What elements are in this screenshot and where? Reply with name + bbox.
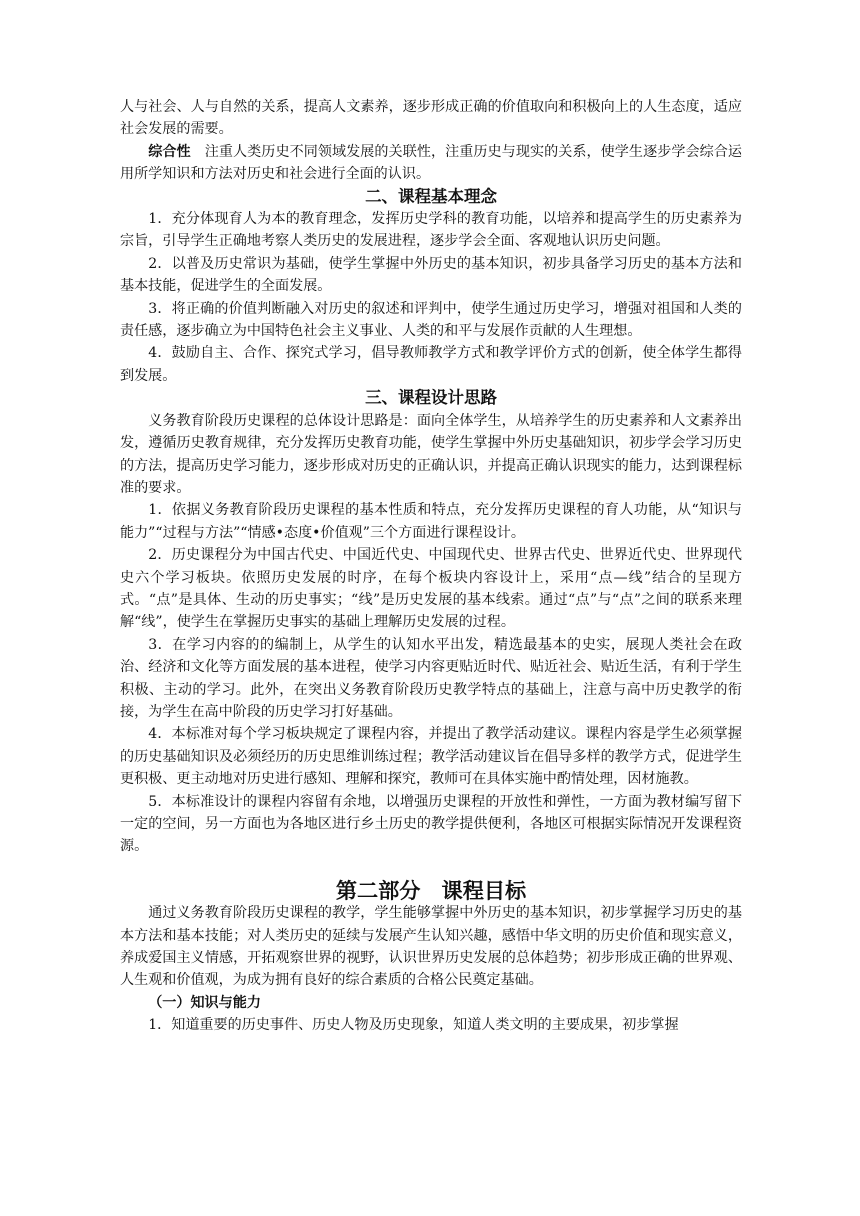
text-comprehensiveness: 注重人类历史不同领域发展的关联性，注重历史与现实的关系，使学生逐步学会综合运用所学知识和方法对历史和社会进行全面的认识。: [120, 143, 742, 183]
heading-basic-concepts: 二、课程基本理念: [365, 186, 497, 206]
design-item-1: 1．依据义务教育阶段历史课程的基本性质和特点，充分发挥历史课程的育人功能，从“知识与能力”“过程与方法”“情感•态度•价值观”三个方面进行课程设计。: [120, 502, 742, 541]
goals-intro: 通过义务教育阶段历史课程的教学，学生能够掌握中外历史的基本知识，初步掌握学习历史的基本方法和基本技能；对人类历史的延续与发展产生认知兴趣，感悟中华文明的历史价值和现实意义，养成爱国主义情感，开拓观察世界的视野，认识世界历史发展的总体趋势；初步形成正确的世界观、人生观和价值观，为成为拥有良好的综合素质的合格公民奠定基础。: [120, 905, 742, 989]
concept-item-4: 4．鼓励自主、合作、探究式学习，倡导教师教学方式和教学评价方式的创新，使全体学生都得到发展。: [120, 345, 742, 384]
design-item-4: 4．本标准对每个学习板块规定了课程内容，并提出了教学活动建议。课程内容是学生必须掌握的历史基础知识及必须经历的历史思维训练过程；教学活动建议旨在倡导多样的教学方式，促进学生更积极、更主动地对历史进行感知、理解和探究，教师可在具体实施中酌情处理，因材施教。: [120, 726, 742, 788]
design-intro: 义务教育阶段历史课程的总体设计思路是：面向全体学生，从培养学生的历史素养和人文素养出发，遵循历史教育规律，充分发挥历史教育功能，使学生掌握中外历史基础知识，初步学会学习历史的方法，提高历史学习能力，逐步形成对历史的正确认识，并提高正确认识现实的能力，达到课程标准的要求。: [120, 412, 742, 496]
heading-part-two: 第二部分 课程目标: [335, 877, 527, 903]
design-item-2: 2．历史课程分为中国古代史、中国近代史、中国现代史、世界古代史、世界近代史、世界现代史六个学习板块。依照历史发展的时序，在每个板块内容设计上，采用“点—线”结合的呈现方式。“点”是具体、生动的历史事实；“线”是历史发展的基本线索。通过“点”与“点”之间的联系来理解“线”，使学生在掌握历史事实的基础上理解历史发展的过程。: [120, 547, 742, 631]
goal-item-1: 1．知道重要的历史事件、历史人物及历史现象，知道人类文明的主要成果，初步掌握: [148, 1017, 679, 1034]
concept-item-2: 2．以普及历史常识为基础，使学生掌握中外历史的基本知识，初步具备学习历史的基本方法和基本技能，促进学生的全面发展。: [120, 255, 742, 295]
document-page: [120, 96, 742, 1037]
heading-design-ideas: 三、课程设计思路: [365, 388, 497, 408]
section-spacer: [120, 858, 742, 880]
concept-item-3: 3．将正确的价值判断融入对历史的叙述和评判中，使学生通过历史学习，增强对祖国和人类的责任感，逐步确立为中国特色社会主义事业、人类的和平与发展作贡献的人生理想。: [120, 300, 742, 340]
subheading-knowledge-ability: （一）知识与能力: [148, 994, 261, 1011]
label-comprehensiveness: 综合性: [148, 143, 191, 160]
design-item-3: 3．在学习内容的的编制上，从学生的认知水平出发，精选最基本的史实，展现人类社会在政治、经济和文化等方面发展的基本进程，使学习内容更贴近时代、贴近社会、贴近生活，有利于学生积极、主动的学习。此外，在突出义务教育阶段历史教学特点的基础上，注意与高中历史教学的衔接，为学生在高中阶段的历史学习打好基础。: [120, 636, 742, 720]
design-item-5: 5．本标准设计的课程内容留有余地，以增强历史课程的开放性和弹性，一方面为教材编写留下一定的空间，另一方面也为各地区进行乡土历史的教学提供便利，各地区可根据实际情况开发课程资源。: [120, 793, 742, 855]
concept-item-1: 1．充分体现育人为本的教育理念，发挥历史学科的教育功能，以培养和提高学生的历史素养为宗旨，引导学生正确地考察人类历史的发展进程，逐步学会全面、客观地认识历史问题。: [120, 211, 742, 250]
paragraph-comprehensiveness: [120, 141, 742, 186]
paragraph-intro-1: 人与社会、人与自然的关系，提高人文素养，逐步形成正确的价值取向和积极向上的人生态度，适应社会发展的需要。: [120, 99, 742, 138]
